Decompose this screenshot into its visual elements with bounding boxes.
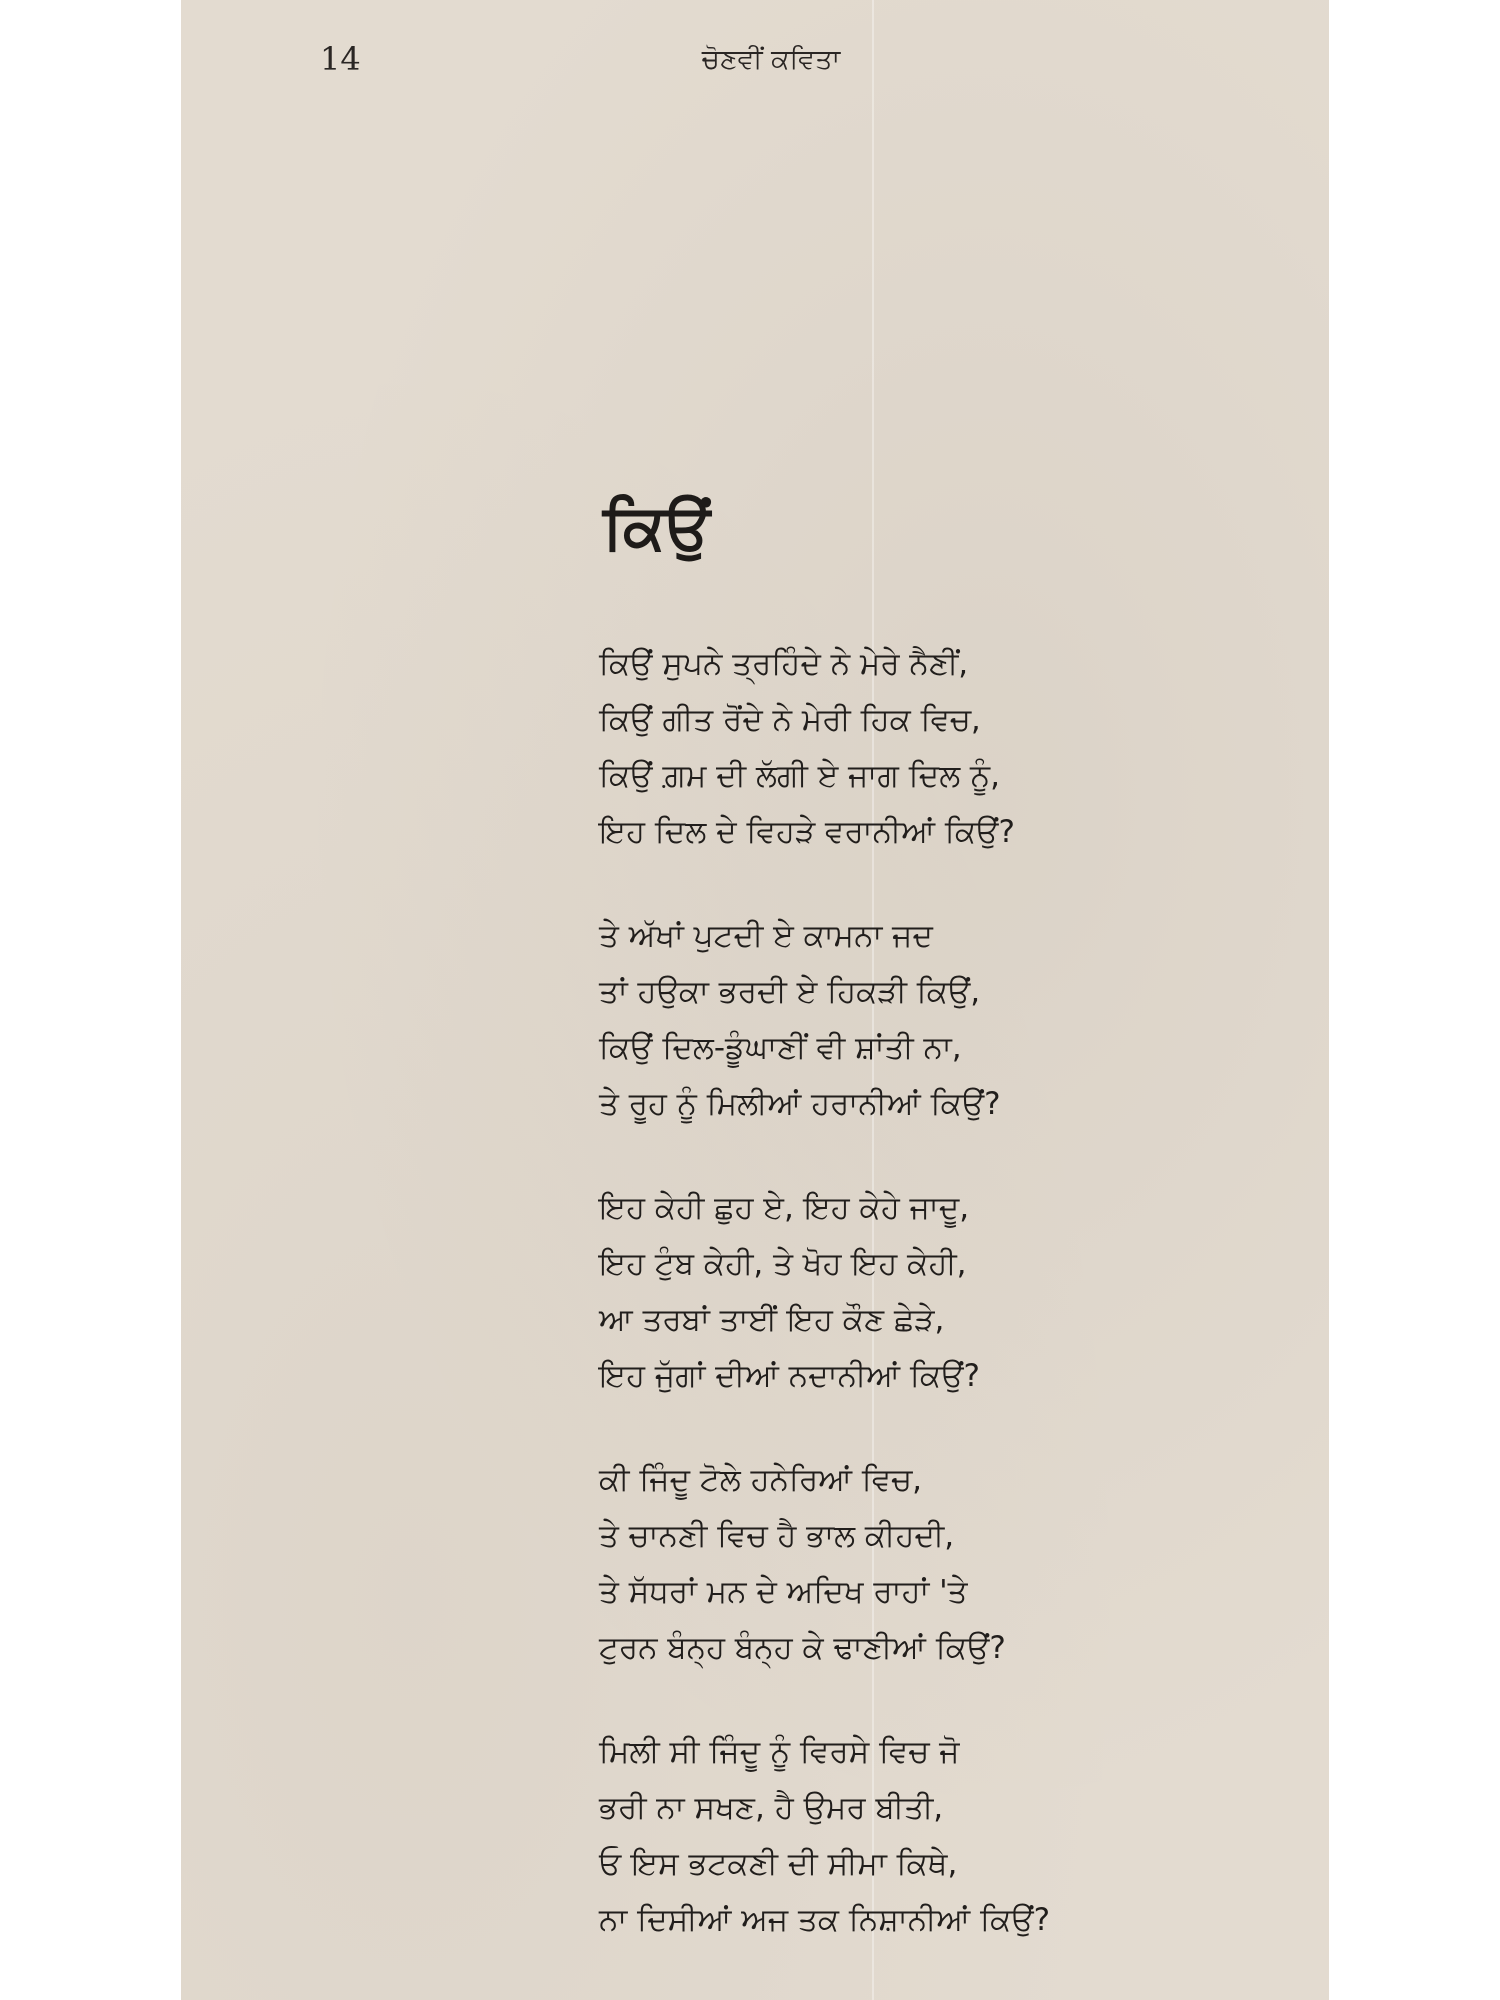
poem-line: ਮਿਲੀ ਸੀ ਜਿੰਦੂ ਨੂੰ ਵਿਰਸੇ ਵਿਚ ਜੋ xyxy=(599,1734,960,1770)
poem-line: ਭਰੀ ਨਾ ਸਖਣ, ਹੈ ਉਮਰ ਬੀਤੀ, xyxy=(599,1790,944,1826)
poem-line: ਤੇ ਰੂਹ ਨੂੰ ਮਿਲੀਆਂ ਹਰਾਨੀਆਂ ਕਿਉਂ? xyxy=(599,1086,1001,1122)
stanza-2 xyxy=(599,908,1299,1132)
stanza-4 xyxy=(599,1452,1299,1676)
stanza-5 xyxy=(599,1724,1299,1948)
poem-line: ਇਹ ਟੁੰਬ ਕੇਹੀ, ਤੇ ਖੋਹ ਇਹ ਕੇਹੀ, xyxy=(599,1246,967,1282)
book-page xyxy=(181,0,1329,2000)
page-number: 14 xyxy=(320,40,361,78)
poem-line: ਤੇ ਸੱਧਰਾਂ ਮਨ ਦੇ ਅਦਿਖ ਰਾਹਾਂ 'ਤੇ xyxy=(599,1574,968,1610)
poem-line: ਕਿਉਂ ਗੀਤ ਰੋਂਦੇ ਨੇ ਮੇਰੀ ਹਿਕ ਵਿਚ, xyxy=(599,702,981,738)
poem-line: ਤਾਂ ਹਉਕਾ ਭਰਦੀ ਏ ਹਿਕੜੀ ਕਿਉਂ, xyxy=(599,974,981,1010)
poem-title: ਕਿਉਂ xyxy=(603,490,711,563)
poem-line: ਕਿਉਂ ਦਿਲ-ਡੂੰਘਾਣੀਂ ਵੀ ਸ਼ਾਂਤੀ ਨਾ, xyxy=(599,1030,962,1066)
poem-line: ਕਿਉਂ ਗ਼ਮ ਦੀ ਲੱਗੀ ਏ ਜਾਗ ਦਿਲ ਨੂੰ, xyxy=(599,758,1001,794)
poem-line: ਤੇ ਚਾਨਣੀ ਵਿਚ ਹੈ ਭਾਲ ਕੀਹਦੀ, xyxy=(599,1518,955,1554)
poem-line: ਓ ਇਸ ਭਟਕਣੀ ਦੀ ਸੀਮਾ ਕਿਥੇ, xyxy=(599,1846,958,1882)
poem-line: ਟੁਰਨ ਬੰਨ੍ਹ ਬੰਨ੍ਹ ਕੇ ਢਾਣੀਆਂ ਕਿਉਂ? xyxy=(599,1630,1006,1666)
poem-line: ਨਾ ਦਿਸੀਆਂ ਅਜ ਤਕ ਨਿਸ਼ਾਨੀਆਂ ਕਿਉਂ? xyxy=(599,1902,1051,1938)
stanza-3 xyxy=(599,1180,1299,1404)
running-header: ਚੋਣਵੀਂ ਕਵਿਤਾ xyxy=(701,44,841,75)
poem-body xyxy=(599,636,1299,1996)
poem-line: ਇਹ ਦਿਲ ਦੇ ਵਿਹੜੇ ਵਰਾਨੀਆਂ ਕਿਉਂ? xyxy=(599,814,1015,850)
poem-line: ਕਿਉਂ ਸੁਪਨੇ ਤ੍ਰਹਿੰਦੇ ਨੇ ਮੇਰੇ ਨੈਣੀਂ, xyxy=(599,646,969,682)
poem-line: ਇਹ ਕੇਹੀ ਛੁਹ ਏ, ਇਹ ਕੇਹੇ ਜਾਦੂ, xyxy=(599,1190,970,1226)
poem-line: ਇਹ ਜੁੱਗਾਂ ਦੀਆਂ ਨਦਾਨੀਆਂ ਕਿਉਂ? xyxy=(599,1358,980,1394)
stanza-1 xyxy=(599,636,1299,860)
poem-line: ਤੇ ਅੱਖਾਂ ਪੁਟਦੀ ਏ ਕਾਮਨਾ ਜਦ xyxy=(599,918,933,954)
poem-line: ਕੀ ਜਿੰਦੂ ਟੋਲੇ ਹਨੇਰਿਆਂ ਵਿਚ, xyxy=(599,1462,923,1498)
poem-line: ਆ ਤਰਬਾਂ ਤਾਈਂ ਇਹ ਕੌਣ ਛੇੜੇ, xyxy=(599,1302,945,1338)
